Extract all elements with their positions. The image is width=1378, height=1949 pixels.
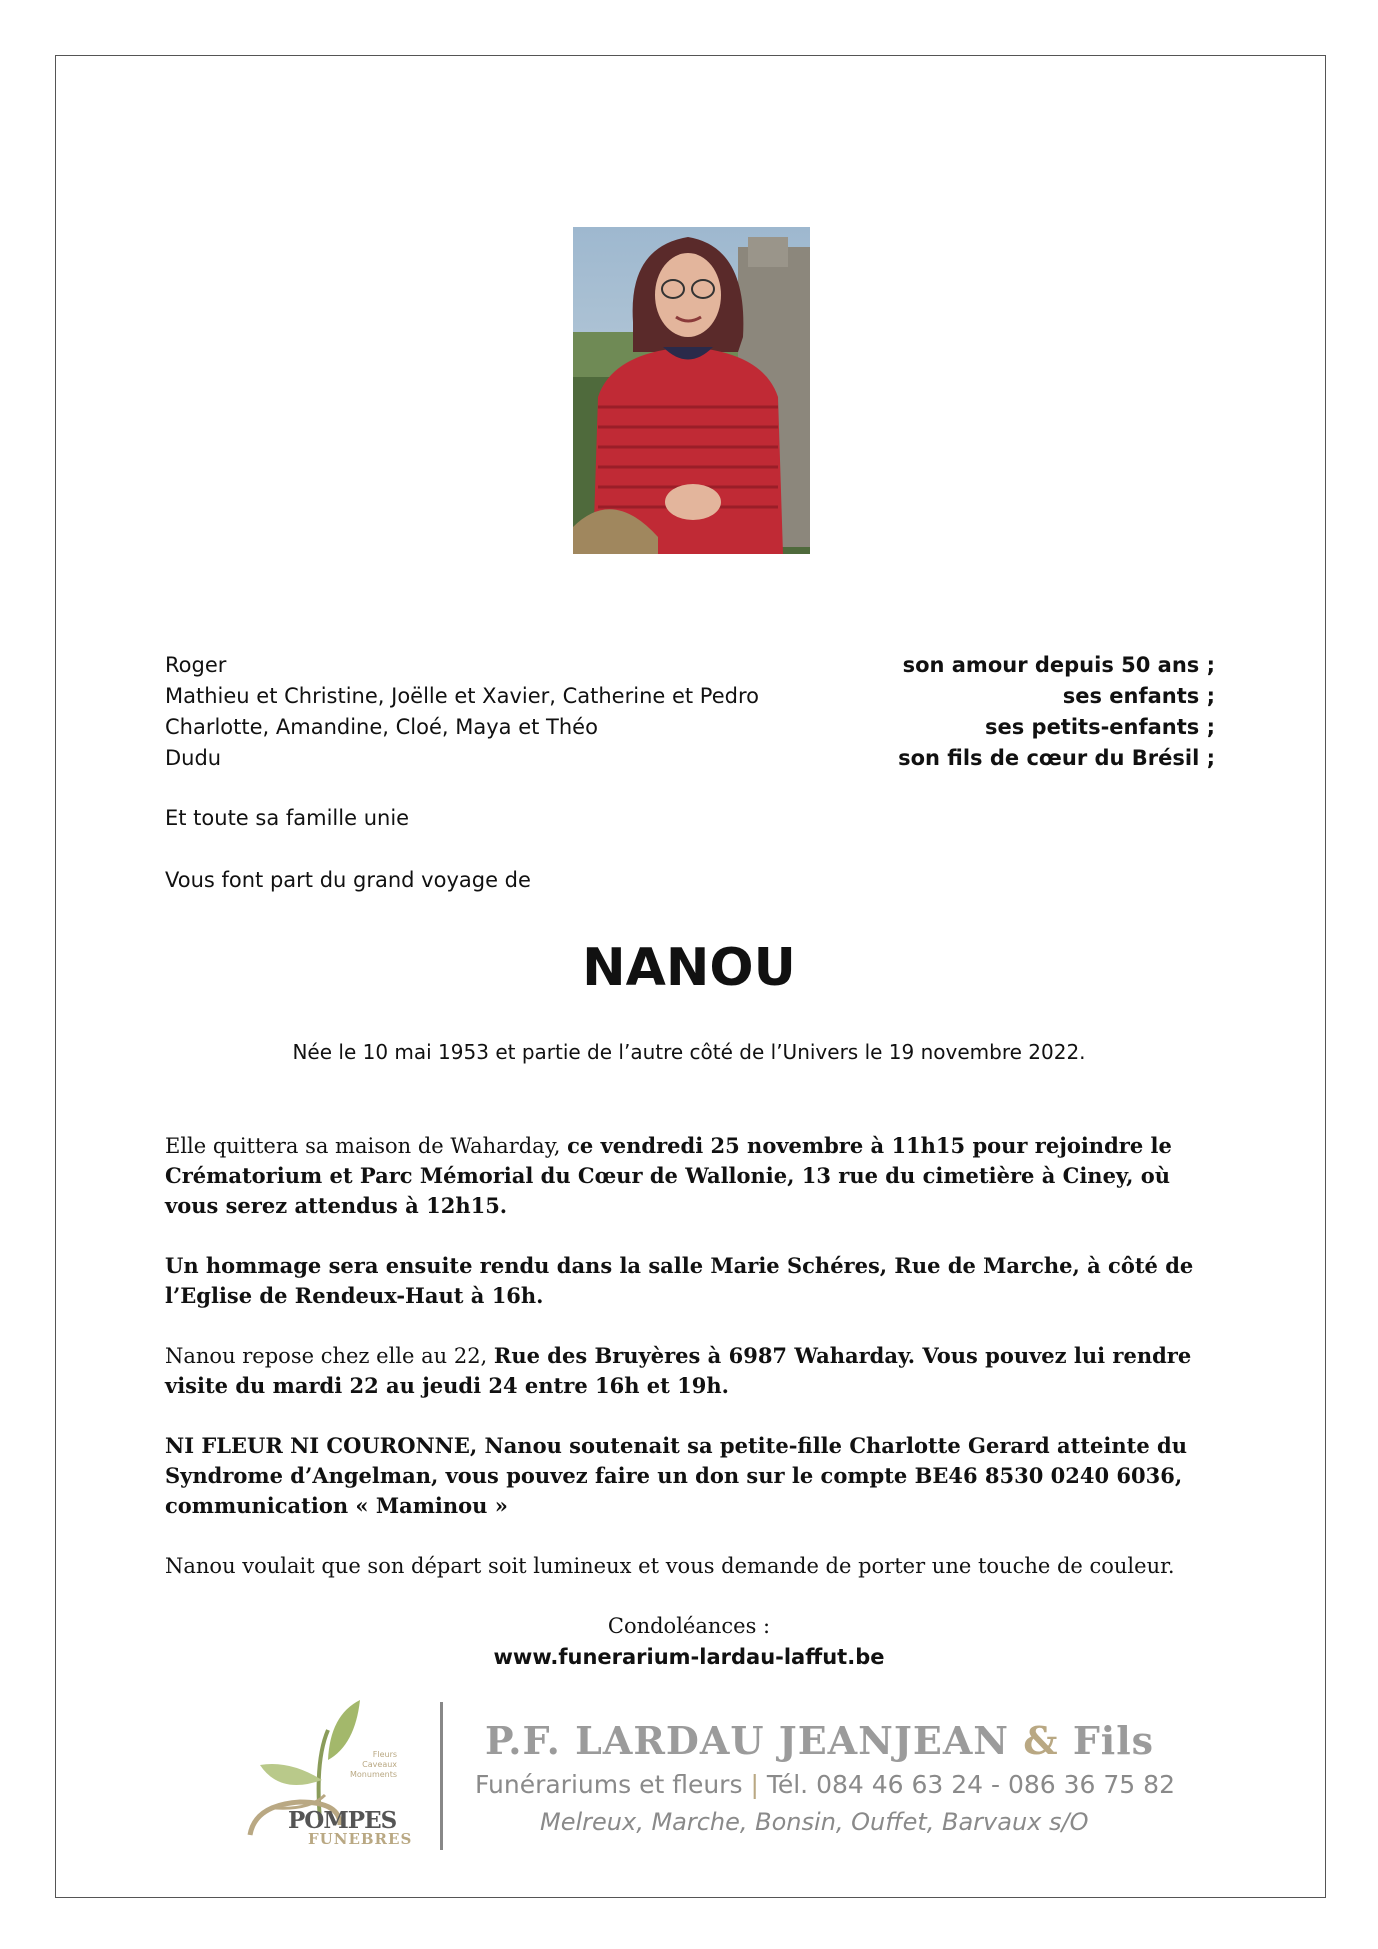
- ceremony-details: [165, 1131, 1225, 1611]
- deceased-name: NANOU: [582, 938, 796, 998]
- family-relation: son fils de cœur du Brésil ;: [898, 746, 1215, 770]
- paragraph-text: Nanou repose chez elle au 22,: [165, 1344, 494, 1368]
- firm-name-text: P.F. LARDAU JEANJEAN: [485, 1718, 1024, 1763]
- family-row: [165, 650, 1215, 681]
- paragraph-bold-text: Rue des Bruyères à 6987 Waharday. Vous pouvez lui rendre visite du mardi 22 au jeudi 24 entre 16h et 19h.: [165, 1343, 1192, 1398]
- logo-pompes: POMPES: [288, 1807, 397, 1834]
- family-list: [165, 650, 1215, 774]
- funeral-home-footer: [230, 1700, 1175, 1860]
- logo-service-item: Fleurs: [372, 1750, 398, 1759]
- life-dates: Née le 10 mai 1953 et partie de l’autre côté de l’Univers le 19 novembre 2022.: [292, 1040, 1086, 1064]
- paragraph-departure: [165, 1131, 1225, 1221]
- condolences-label: Condoléances :: [607, 1614, 771, 1638]
- separator: |: [750, 1770, 759, 1799]
- extended-family-line: Et toute sa famille unie: [165, 806, 410, 830]
- paragraph-visit: [165, 1341, 1225, 1401]
- family-names: Roger: [165, 653, 227, 677]
- paragraph-bold-text: NI FLEUR NI COURONNE, Nanou soutenait sa petite-fille Charlotte Gerard atteinte du Syndrome d’Angelman, vous pouvez faire un don sur le compte BE46 8530 0240 6036, communication « Maminou »: [165, 1433, 1187, 1518]
- firm-locations: Melreux, Marche, Bonsin, Ouffet, Barvaux s/O: [540, 1808, 1089, 1836]
- firm-name: [485, 1718, 1154, 1763]
- portrait-photo: [573, 227, 810, 554]
- firm-name-text: Fils: [1058, 1718, 1155, 1763]
- logo-funebres: FUNEBRES: [308, 1830, 413, 1848]
- logo-service-item: Monuments: [350, 1770, 398, 1779]
- condolences-link[interactable]: www.funerarium-lardau-laffut.be: [493, 1645, 885, 1669]
- family-row: [165, 712, 1215, 743]
- family-names: Charlotte, Amandine, Cloé, Maya et Théo: [165, 715, 598, 739]
- family-relation: ses petits-enfants ;: [984, 715, 1215, 739]
- paragraph-text: Nanou voulait que son départ soit lumineux et vous demande de porter une touche de couleur.: [165, 1554, 1175, 1578]
- family-names: Mathieu et Christine, Joëlle et Xavier, Catherine et Pedro: [165, 684, 759, 708]
- family-relation: son amour depuis 50 ans ;: [902, 653, 1215, 677]
- paragraph-donation: [165, 1431, 1225, 1521]
- logo-service-item: Caveaux: [362, 1760, 398, 1769]
- family-names: Dudu: [165, 746, 222, 770]
- condolences: [0, 1611, 1378, 1673]
- paragraph-bold-text: Un hommage sera ensuite rendu dans la salle Marie Schéres, Rue de Marche, à côté de l’Eglise de Rendeux-Haut à 16h.: [165, 1253, 1194, 1308]
- firm-services: Funérariums et fleurs: [475, 1770, 751, 1799]
- firm-contact: [475, 1770, 1175, 1799]
- announcement-line: Vous font part du grand voyage de: [165, 868, 531, 892]
- paragraph-bold-text: ce vendredi 25 novembre à 11h15 pour rejoindre le Crématorium et Parc Mémorial du Cœur de Wallonie, 13 rue du cimetière à Ciney, où vous serez attendus à 12h15.: [165, 1133, 1172, 1218]
- firm-ampersand: &: [1023, 1718, 1059, 1763]
- logo-services: [350, 1750, 397, 1780]
- family-row: [165, 681, 1215, 712]
- paragraph-tribute: [165, 1251, 1225, 1311]
- footer-divider: [440, 1702, 443, 1850]
- firm-phones: Tél. 084 46 63 24 - 086 36 75 82: [766, 1770, 1175, 1799]
- paragraph-colour: [165, 1551, 1225, 1581]
- family-row: [165, 743, 1215, 774]
- family-relation: ses enfants ;: [1062, 684, 1215, 708]
- paragraph-text: Elle quittera sa maison de Waharday,: [165, 1134, 568, 1158]
